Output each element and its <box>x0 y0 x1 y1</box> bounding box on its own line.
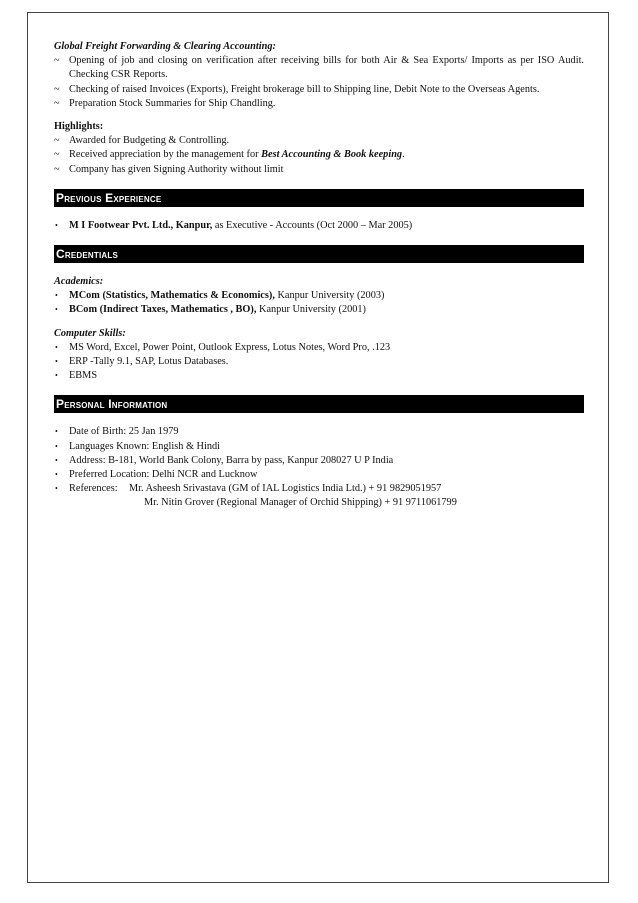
bullet-marker: • <box>55 484 58 494</box>
references-label: References: <box>69 483 118 495</box>
tilde-marker: ~ <box>54 163 60 175</box>
academics-heading: Academics: <box>54 276 104 288</box>
list-item: • Preferred Location: Delhi NCR and Lucknow <box>54 468 584 482</box>
list-item: ~ Preparation Stock Summaries for Ship Chandling. <box>54 97 584 111</box>
list-item: • BCom (Indirect Taxes, Mathematics , BO), Kanpur University (2001) <box>54 303 584 317</box>
list-item: ~ Company has given Signing Authority without limit <box>54 163 584 177</box>
academics-list <box>54 289 584 317</box>
bullet-marker: • <box>55 291 58 301</box>
list-item: • Address: B-181, World Bank Colony, Barra by pass, Kanpur 208027 U P India <box>54 454 584 468</box>
list-item: ~ Opening of job and closing on verification after receiving bills for both Air & Sea Exports/ Imports as per ISO Audit. Checking CSR Reports. <box>54 55 584 81</box>
highlights-heading: Highlights: <box>54 121 104 133</box>
bullet-marker: • <box>55 455 58 465</box>
tilde-marker: ~ <box>54 55 60 67</box>
bullet-marker: • <box>55 371 58 381</box>
references-item <box>54 482 584 496</box>
list-item: • Date of Birth: 25 Jan 1979 <box>54 425 584 439</box>
list-item: • EBMS <box>54 369 584 383</box>
company-name: M I Footwear Pvt. Ltd., Kanpur, <box>69 219 213 231</box>
freight-heading: Global Freight Forwarding & Clearing Accounting: <box>54 41 276 52</box>
bullet-marker: • <box>55 441 58 451</box>
reference-2: Mr. Nitin Grover (Regional Manager of Orchid Shipping) + 91 9711061799 <box>144 497 457 509</box>
list-item: • MCom (Statistics, Mathematics & Economics), Kanpur University (2003) <box>54 289 584 303</box>
list-item: • ERP -Tally 9.1, SAP, Lotus Databases. <box>54 355 584 369</box>
tilde-marker: ~ <box>54 97 60 109</box>
list-item: • Languages Known: English & Hindi <box>54 440 584 454</box>
bullet-marker: • <box>55 342 58 352</box>
experience-list <box>54 219 584 233</box>
bullet-marker: • <box>55 470 58 480</box>
list-item: ~ Received appreciation by the management for Best Accounting & Book keeping. <box>54 148 584 162</box>
references-item-continued <box>54 496 584 510</box>
highlights-list <box>54 134 584 177</box>
list-item: • MS Word, Excel, Power Point, Outlook Express, Lotus Notes, Word Pro, .123 <box>54 341 584 355</box>
list-item: ~ Awarded for Budgeting & Controlling. <box>54 134 584 148</box>
list-item: • M I Footwear Pvt. Ltd., Kanpur, as Executive - Accounts (Oct 2000 – Mar 2005) <box>54 219 584 233</box>
list-item: ~ Checking of raised Invoices (Exports), Freight brokerage bill to Shipping line, Debit Note to the Overseas Agents. <box>54 83 584 97</box>
bullet-marker: • <box>55 357 58 367</box>
personal-list <box>54 425 584 510</box>
reference-1: Mr. Asheesh Srivastava (GM of IAL Logistics India Ltd.) + 91 9829051957 <box>129 483 442 495</box>
tilde-marker: ~ <box>54 83 60 95</box>
bullet-marker: • <box>55 427 58 437</box>
section-header-credentials: Credentials <box>54 245 584 263</box>
resume-page <box>54 40 584 511</box>
section-header-previous-experience: Previous Experience <box>54 189 584 207</box>
bullet-marker: • <box>55 305 58 315</box>
computer-skills-heading: Computer Skills: <box>54 327 126 339</box>
tilde-marker: ~ <box>54 135 60 147</box>
bullet-marker: • <box>55 220 58 230</box>
section-header-personal-information: Personal Information <box>54 395 584 413</box>
computer-skills-list <box>54 341 584 384</box>
tilde-marker: ~ <box>54 149 60 161</box>
emphasis-text: Best Accounting & Book keeping <box>261 149 403 161</box>
freight-list <box>54 54 584 111</box>
